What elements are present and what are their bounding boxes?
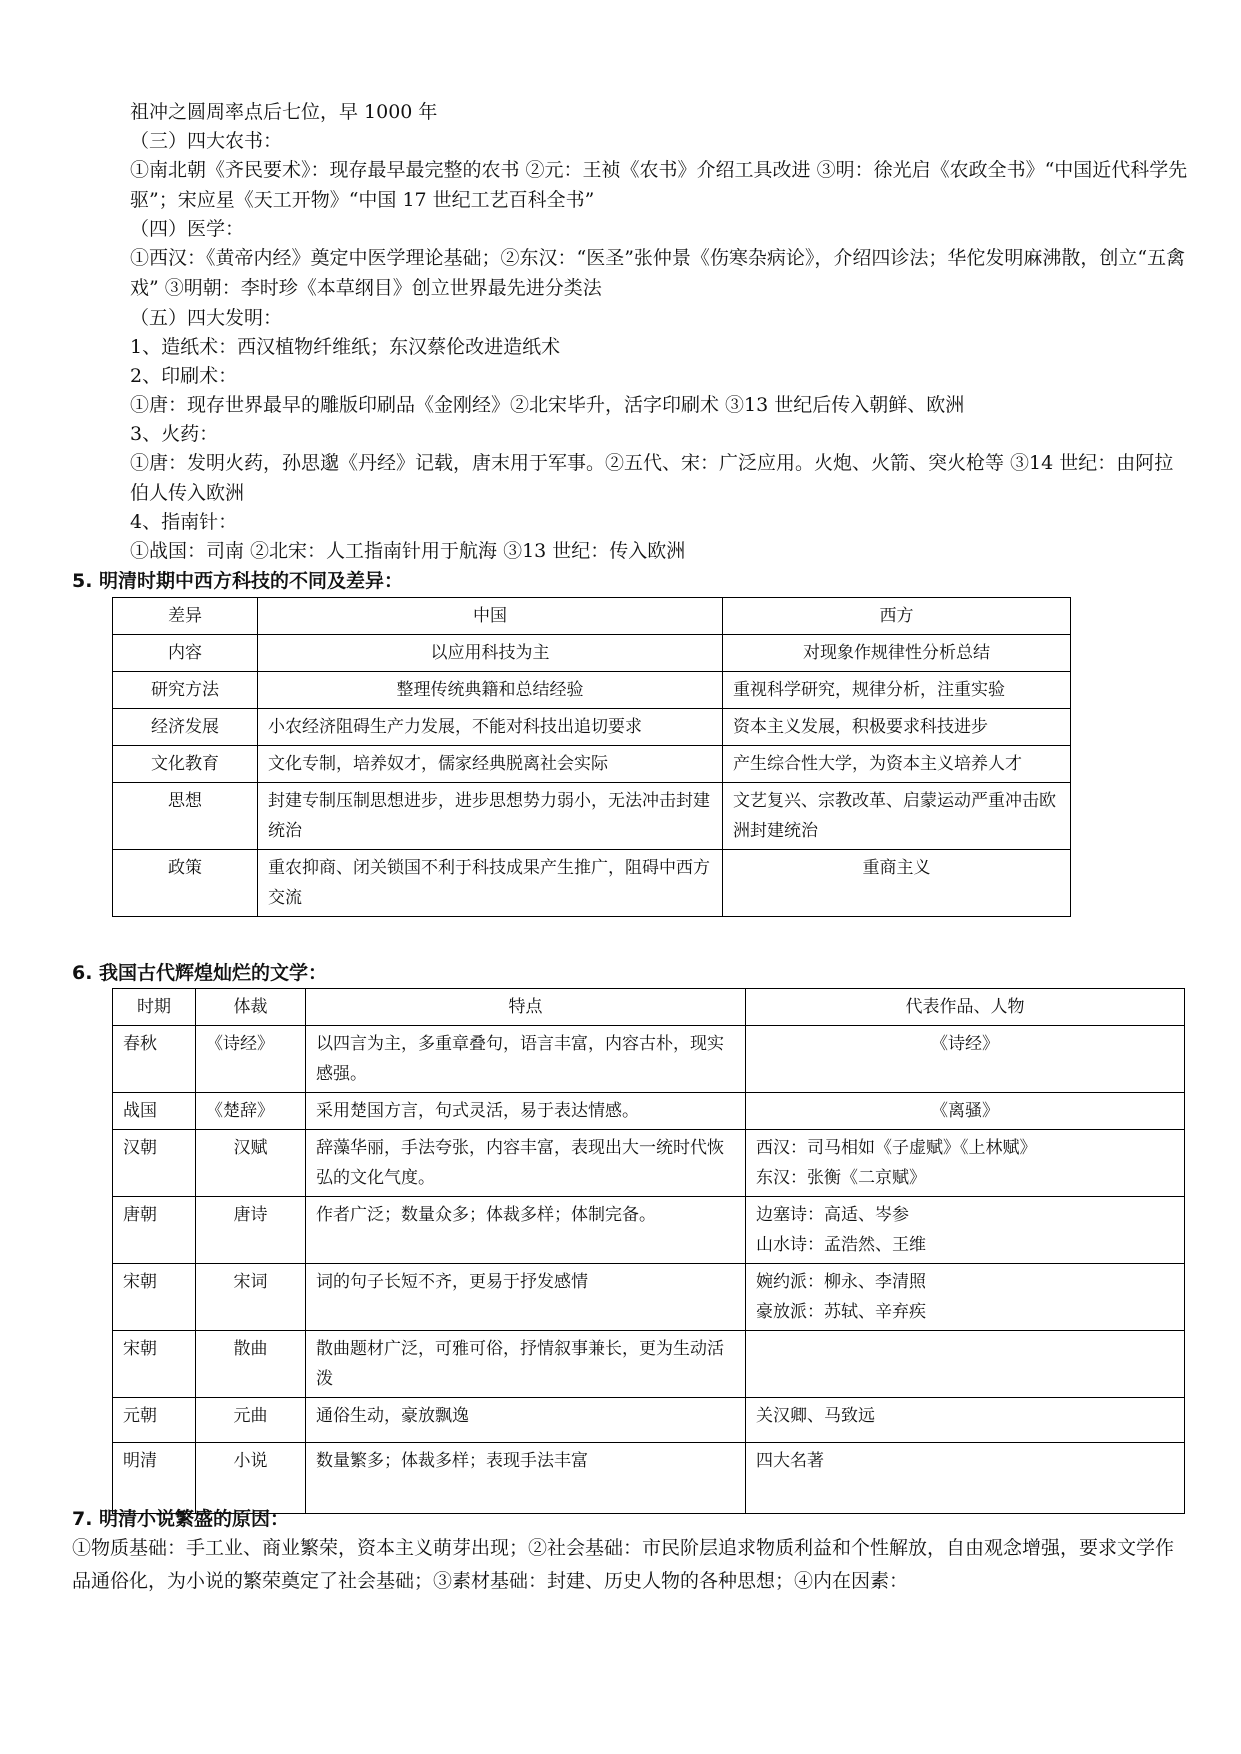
table-cell: 以应用科技为主	[258, 635, 723, 672]
table-cell: 小说	[196, 1443, 306, 1514]
table-cell: 小农经济阻碍生产力发展，不能对科技出追切要求	[258, 709, 723, 746]
table-header-cell: 代表作品、人物	[746, 989, 1185, 1026]
table-cell: 政策	[113, 850, 258, 917]
section-paragraph: ①物质基础：手工业、商业繁荣，资本主义萌芽出现；②社会基础：市民阶层追求物质利益和个性解放，自由观念增强，要求文学作品通俗化，为小说的繁荣奠定了社会基础；③素材基础：封建、历史人物的各种思想；④内在因素：	[72, 1537, 1175, 1592]
table-row	[113, 1264, 1185, 1331]
table-cell	[746, 1331, 1185, 1398]
table-cell: 春秋	[113, 1026, 196, 1093]
literature-table	[112, 988, 1185, 1514]
table-row	[113, 1093, 1185, 1130]
table-row	[113, 783, 1071, 850]
table-cell: 文化教育	[113, 746, 258, 783]
table-cell: 婉约派：柳永、李清照 豪放派：苏轼、辛弃疾	[746, 1264, 1185, 1331]
table-row	[113, 1443, 1185, 1514]
table-cell: 数量繁多；体裁多样；表现手法丰富	[306, 1443, 746, 1514]
table-row	[113, 672, 1071, 709]
table-cell: 边塞诗：高适、岑参 山水诗：孟浩然、王维	[746, 1197, 1185, 1264]
table-cell: 采用楚国方言，句式灵活，易于表达情感。	[306, 1093, 746, 1130]
table-cell: 《离骚》	[746, 1093, 1185, 1130]
table-cell: 汉赋	[196, 1130, 306, 1197]
table-header-cell: 差异	[113, 598, 258, 635]
text-paragraph: ①唐：发明火药，孙思邈《丹经》记载，唐末用于军事。②五代、宋：广泛应用。火炮、火箭、突火枪等 ③14 世纪：由阿拉伯人传入欧洲	[130, 452, 1174, 504]
table-cell: 唐朝	[113, 1197, 196, 1264]
table-header-cell: 中国	[258, 598, 723, 635]
text-line: 2、印刷术：	[130, 365, 238, 387]
table-cell: 元朝	[113, 1398, 196, 1443]
table-row	[113, 1398, 1185, 1443]
table-row	[113, 709, 1071, 746]
text-line: 3、火药：	[130, 423, 219, 445]
text-line: 祖冲之圆周率点后七位，早 1000 年	[130, 101, 438, 123]
table-header-cell: 特点	[306, 989, 746, 1026]
section-heading: 6. 我国古代辉煌灿烂的文学：	[72, 962, 328, 984]
science-comparison-table	[112, 597, 1071, 917]
table-cell: 明清	[113, 1443, 196, 1514]
table-cell: 汉朝	[113, 1130, 196, 1197]
table-cell: 词的句子长短不齐，更易于抒发感情	[306, 1264, 746, 1331]
table-cell: 研究方法	[113, 672, 258, 709]
table-cell: 内容	[113, 635, 258, 672]
table-cell: 作者广泛；数量众多；体裁多样；体制完备。	[306, 1197, 746, 1264]
table-row	[113, 1331, 1185, 1398]
table-cell: 元曲	[196, 1398, 306, 1443]
section-heading: 5. 明清时期中西方科技的不同及差异：	[72, 570, 404, 592]
table-cell: 关汉卿、马致远	[746, 1398, 1185, 1443]
table-row	[113, 635, 1071, 672]
table-cell: 封建专制压制思想进步，进步思想势力弱小，无法冲击封建统治	[258, 783, 723, 850]
table-cell: 重农抑商、闭关锁国不利于科技成果产生推广，阻碍中西方交流	[258, 850, 723, 917]
table-cell: 宋朝	[113, 1331, 196, 1398]
table-cell: 资本主义发展，积极要求科技进步	[723, 709, 1071, 746]
subheading-four-inventions: （五）四大发明：	[130, 307, 283, 329]
subheading-medicine: （四）医学：	[130, 218, 245, 240]
table-cell: 整理传统典籍和总结经验	[258, 672, 723, 709]
table-cell: 文化专制，培养奴才，儒家经典脱离社会实际	[258, 746, 723, 783]
text-line: 1、造纸术：西汉植物纤维纸；东汉蔡伦改进造纸术	[130, 336, 561, 358]
table-row	[113, 1026, 1185, 1093]
table-row	[113, 746, 1071, 783]
text-line: ①唐：现存世界最早的雕版印刷品《金刚经》②北宋毕升，活字印刷术 ③13 世纪后传入朝鲜、欧洲	[130, 394, 965, 416]
table-cell: 四大名著	[746, 1443, 1185, 1514]
table-cell: 重商主义	[723, 850, 1071, 917]
table-cell: 对现象作规律性分析总结	[723, 635, 1071, 672]
table-header-row	[113, 598, 1071, 635]
table-cell: 《楚辞》	[196, 1093, 306, 1130]
table-cell: 宋词	[196, 1264, 306, 1331]
table-cell: 战国	[113, 1093, 196, 1130]
table-row	[113, 850, 1071, 917]
table-cell: 辞藻华丽，手法夸张，内容丰富，表现出大一统时代恢弘的文化气度。	[306, 1130, 746, 1197]
table-cell: 散曲	[196, 1331, 306, 1398]
table-cell: 西汉：司马相如《子虚赋》《上林赋》 东汉：张衡《二京赋》	[746, 1130, 1185, 1197]
text-paragraph: ①南北朝《齐民要术》：现存最早最完整的农书 ②元：王祯《农书》介绍工具改进 ③明：徐光启《农政全书》“中国近代科学先驱”；宋应星《天工开物》“中国 17 世纪工艺百科全书”	[130, 159, 1188, 211]
table-row	[113, 1130, 1185, 1197]
text-line: 4、指南针：	[130, 511, 238, 533]
table-cell: 文艺复兴、宗教改革、启蒙运动严重冲击欧洲封建统治	[723, 783, 1071, 850]
table-header-cell: 时期	[113, 989, 196, 1026]
table-cell: 经济发展	[113, 709, 258, 746]
subheading-agriculture-books: （三）四大农书：	[130, 130, 283, 152]
table-cell: 散曲题材广泛，可雅可俗，抒情叙事兼长，更为生动活泼	[306, 1331, 746, 1398]
table-cell: 通俗生动，豪放飘逸	[306, 1398, 746, 1443]
table-row	[113, 1197, 1185, 1264]
table-cell: 产生综合性大学，为资本主义培养人才	[723, 746, 1071, 783]
text-line: ①战国：司南 ②北宋：人工指南针用于航海 ③13 世纪：传入欧洲	[130, 540, 686, 562]
table-cell: 重视科学研究，规律分析，注重实验	[723, 672, 1071, 709]
table-cell: 以四言为主，多重章叠句，语言丰富，内容古朴，现实感强。	[306, 1026, 746, 1093]
table-cell: 宋朝	[113, 1264, 196, 1331]
table-header-cell: 体裁	[196, 989, 306, 1026]
section-heading: 7. 明清小说繁盛的原因：	[72, 1508, 290, 1530]
table-header-cell: 西方	[723, 598, 1071, 635]
table-cell: 唐诗	[196, 1197, 306, 1264]
text-paragraph: ①西汉：《黄帝内经》奠定中医学理论基础；②东汉：“医圣”张仲景《伤寒杂病论》，介绍四诊法；华佗发明麻沸散，创立“五禽戏” ③明朝：李时珍《本草纲目》创立世界最先进分类法	[130, 247, 1186, 299]
table-header-row	[113, 989, 1185, 1026]
table-cell: 《诗经》	[746, 1026, 1185, 1093]
table-cell: 思想	[113, 783, 258, 850]
table-cell: 《诗经》	[196, 1026, 306, 1093]
